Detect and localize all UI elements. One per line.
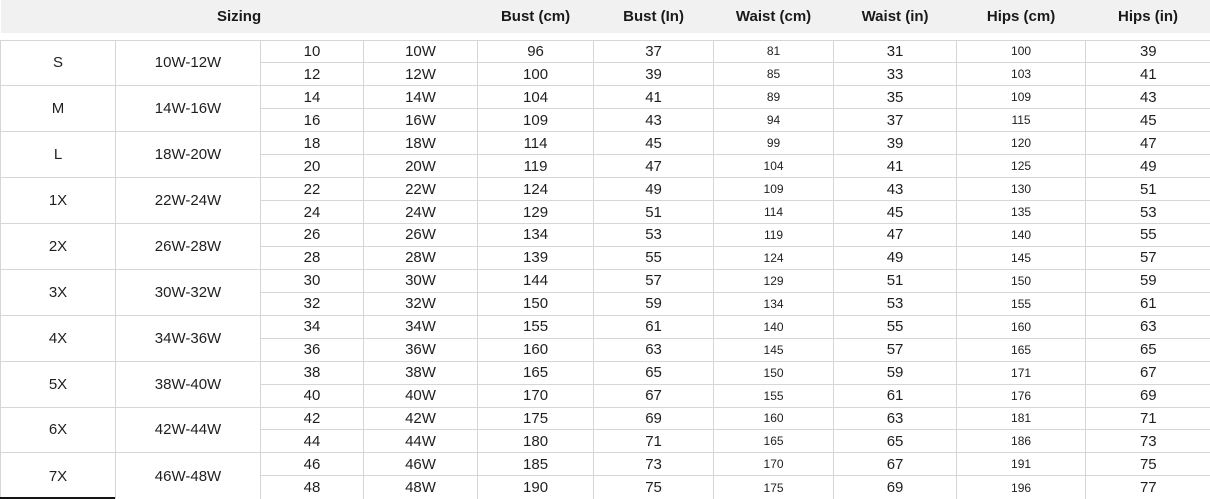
cell-size-num: 12 xyxy=(261,63,364,86)
cell-bust-in: 37 xyxy=(594,40,714,63)
cell-size-w: 36W xyxy=(364,338,478,361)
cell-hips-in: 65 xyxy=(1086,338,1210,361)
cell-hips-in: 77 xyxy=(1086,476,1210,499)
cell-bust-in: 57 xyxy=(594,269,714,292)
cell-hips-in: 57 xyxy=(1086,246,1210,269)
table-row xyxy=(1,178,1210,201)
cell-hips-in: 39 xyxy=(1086,40,1210,63)
cell-waist-cm: 109 xyxy=(714,178,834,201)
cell-size-w: 30W xyxy=(364,269,478,292)
cell-waist-cm: 119 xyxy=(714,224,834,247)
cell-size-w: 24W xyxy=(364,201,478,224)
cell-hips-cm: 140 xyxy=(957,224,1086,247)
cell-hips-cm: 155 xyxy=(957,292,1086,315)
cell-waist-cm: 114 xyxy=(714,201,834,224)
table-row xyxy=(1,453,1210,476)
cell-bust-cm: 180 xyxy=(478,430,594,453)
cell-bust-cm: 96 xyxy=(478,40,594,63)
cell-waist-cm: 104 xyxy=(714,155,834,178)
cell-bust-cm: 175 xyxy=(478,407,594,430)
cell-size-num: 14 xyxy=(261,86,364,109)
cell-bust-in: 75 xyxy=(594,476,714,499)
cell-size-num: 46 xyxy=(261,453,364,476)
table-body xyxy=(1,0,1210,499)
cell-size-num: 42 xyxy=(261,407,364,430)
cell-hips-in: 73 xyxy=(1086,430,1210,453)
cell-waist-cm: 124 xyxy=(714,246,834,269)
cell-bust-in: 59 xyxy=(594,292,714,315)
cell-size-w: 20W xyxy=(364,155,478,178)
cell-bust-in: 61 xyxy=(594,315,714,338)
cell-hips-cm: 171 xyxy=(957,361,1086,384)
cell-hips-in: 59 xyxy=(1086,269,1210,292)
cell-hips-in: 49 xyxy=(1086,155,1210,178)
cell-bust-cm: 150 xyxy=(478,292,594,315)
cell-size-num: 38 xyxy=(261,361,364,384)
cell-size-letter: 6X xyxy=(1,407,116,453)
column-header-bust-cm: Bust (cm) xyxy=(478,0,594,33)
cell-bust-in: 39 xyxy=(594,63,714,86)
cell-size-w: 48W xyxy=(364,476,478,499)
cell-bust-in: 67 xyxy=(594,384,714,407)
cell-hips-in: 45 xyxy=(1086,109,1210,132)
cell-waist-in: 49 xyxy=(834,246,957,269)
cell-bust-in: 69 xyxy=(594,407,714,430)
cell-hips-in: 47 xyxy=(1086,132,1210,155)
cell-hips-cm: 103 xyxy=(957,63,1086,86)
cell-waist-cm: 160 xyxy=(714,407,834,430)
cell-bust-in: 63 xyxy=(594,338,714,361)
cell-bust-cm: 155 xyxy=(478,315,594,338)
cell-waist-in: 63 xyxy=(834,407,957,430)
cell-size-w: 46W xyxy=(364,453,478,476)
cell-bust-cm: 170 xyxy=(478,384,594,407)
cell-hips-cm: 186 xyxy=(957,430,1086,453)
cell-size-num: 26 xyxy=(261,224,364,247)
cell-hips-cm: 145 xyxy=(957,246,1086,269)
cell-waist-cm: 150 xyxy=(714,361,834,384)
cell-hips-in: 55 xyxy=(1086,224,1210,247)
cell-waist-cm: 140 xyxy=(714,315,834,338)
cell-bust-cm: 160 xyxy=(478,338,594,361)
cell-bust-cm: 139 xyxy=(478,246,594,269)
cell-size-w: 14W xyxy=(364,86,478,109)
cell-bust-cm: 129 xyxy=(478,201,594,224)
header-row xyxy=(1,0,1210,33)
cell-bust-in: 43 xyxy=(594,109,714,132)
cell-hips-cm: 160 xyxy=(957,315,1086,338)
cell-waist-cm: 170 xyxy=(714,453,834,476)
cell-waist-cm: 129 xyxy=(714,269,834,292)
cell-hips-in: 43 xyxy=(1086,86,1210,109)
table-row xyxy=(1,361,1210,384)
cell-waist-cm: 145 xyxy=(714,338,834,361)
table-row xyxy=(1,40,1210,63)
cell-hips-in: 53 xyxy=(1086,201,1210,224)
cell-bust-in: 73 xyxy=(594,453,714,476)
cell-size-num: 28 xyxy=(261,246,364,269)
cell-size-num: 22 xyxy=(261,178,364,201)
column-header-hips-in: Hips (in) xyxy=(1086,0,1210,33)
cell-size-range: 34W-36W xyxy=(116,315,261,361)
cell-waist-in: 55 xyxy=(834,315,957,338)
cell-waist-cm: 89 xyxy=(714,86,834,109)
cell-size-num: 10 xyxy=(261,40,364,63)
cell-size-w: 22W xyxy=(364,178,478,201)
cell-hips-cm: 100 xyxy=(957,40,1086,63)
cell-bust-cm: 190 xyxy=(478,476,594,499)
cell-bust-in: 47 xyxy=(594,155,714,178)
cell-size-num: 20 xyxy=(261,155,364,178)
header-spacer-row xyxy=(1,33,1210,40)
cell-waist-cm: 85 xyxy=(714,63,834,86)
cell-waist-in: 47 xyxy=(834,224,957,247)
cell-waist-cm: 99 xyxy=(714,132,834,155)
cell-hips-in: 75 xyxy=(1086,453,1210,476)
cell-waist-in: 39 xyxy=(834,132,957,155)
cell-waist-in: 45 xyxy=(834,201,957,224)
cell-hips-cm: 135 xyxy=(957,201,1086,224)
cell-hips-cm: 165 xyxy=(957,338,1086,361)
cell-bust-cm: 124 xyxy=(478,178,594,201)
cell-bust-cm: 114 xyxy=(478,132,594,155)
cell-bust-in: 53 xyxy=(594,224,714,247)
cell-waist-in: 65 xyxy=(834,430,957,453)
cell-size-w: 38W xyxy=(364,361,478,384)
cell-hips-in: 63 xyxy=(1086,315,1210,338)
cell-hips-cm: 176 xyxy=(957,384,1086,407)
cell-size-w: 12W xyxy=(364,63,478,86)
cell-bust-in: 55 xyxy=(594,246,714,269)
cell-waist-in: 43 xyxy=(834,178,957,201)
cell-size-range: 42W-44W xyxy=(116,407,261,453)
cell-waist-in: 37 xyxy=(834,109,957,132)
cell-size-num: 16 xyxy=(261,109,364,132)
cell-size-letter: S xyxy=(1,40,116,86)
cell-size-w: 44W xyxy=(364,430,478,453)
column-header-waist-cm: Waist (cm) xyxy=(714,0,834,33)
cell-size-letter: M xyxy=(1,86,116,132)
cell-size-letter: L xyxy=(1,132,116,178)
cell-bust-cm: 119 xyxy=(478,155,594,178)
cell-bust-in: 49 xyxy=(594,178,714,201)
cell-waist-in: 53 xyxy=(834,292,957,315)
column-header-waist-in: Waist (in) xyxy=(834,0,957,33)
cell-size-num: 40 xyxy=(261,384,364,407)
cell-waist-in: 61 xyxy=(834,384,957,407)
cell-waist-cm: 175 xyxy=(714,476,834,499)
cell-bust-cm: 185 xyxy=(478,453,594,476)
cell-hips-cm: 181 xyxy=(957,407,1086,430)
cell-hips-cm: 120 xyxy=(957,132,1086,155)
cell-hips-cm: 196 xyxy=(957,476,1086,499)
cell-waist-cm: 94 xyxy=(714,109,834,132)
cell-waist-in: 41 xyxy=(834,155,957,178)
cell-size-letter: 5X xyxy=(1,361,116,407)
table-row xyxy=(1,224,1210,247)
cell-waist-in: 35 xyxy=(834,86,957,109)
cell-size-w: 34W xyxy=(364,315,478,338)
cell-size-w: 16W xyxy=(364,109,478,132)
cell-waist-cm: 134 xyxy=(714,292,834,315)
column-header-sizing: Sizing xyxy=(1,0,478,33)
cell-size-letter: 4X xyxy=(1,315,116,361)
cell-hips-cm: 109 xyxy=(957,86,1086,109)
cell-waist-in: 57 xyxy=(834,338,957,361)
cell-size-num: 32 xyxy=(261,292,364,315)
cell-size-num: 24 xyxy=(261,201,364,224)
cell-size-w: 26W xyxy=(364,224,478,247)
cell-size-range: 10W-12W xyxy=(116,40,261,86)
cell-hips-in: 41 xyxy=(1086,63,1210,86)
cell-size-num: 18 xyxy=(261,132,364,155)
cell-bust-cm: 104 xyxy=(478,86,594,109)
cell-size-num: 48 xyxy=(261,476,364,499)
cell-size-range: 46W-48W xyxy=(116,453,261,499)
cell-hips-cm: 125 xyxy=(957,155,1086,178)
cell-size-num: 36 xyxy=(261,338,364,361)
cell-bust-in: 71 xyxy=(594,430,714,453)
cell-size-num: 30 xyxy=(261,269,364,292)
cell-size-letter: 1X xyxy=(1,178,116,224)
cell-waist-in: 51 xyxy=(834,269,957,292)
cell-waist-cm: 81 xyxy=(714,40,834,63)
cell-waist-in: 69 xyxy=(834,476,957,499)
cell-size-num: 34 xyxy=(261,315,364,338)
cell-waist-cm: 165 xyxy=(714,430,834,453)
cell-size-range: 22W-24W xyxy=(116,178,261,224)
cell-hips-cm: 150 xyxy=(957,269,1086,292)
cell-waist-in: 59 xyxy=(834,361,957,384)
cell-size-range: 14W-16W xyxy=(116,86,261,132)
cell-size-letter: 7X xyxy=(1,453,116,499)
cell-bust-cm: 109 xyxy=(478,109,594,132)
table-row xyxy=(1,315,1210,338)
cell-size-range: 26W-28W xyxy=(116,224,261,270)
cell-waist-in: 31 xyxy=(834,40,957,63)
cell-size-w: 32W xyxy=(364,292,478,315)
cell-size-w: 42W xyxy=(364,407,478,430)
table-row xyxy=(1,132,1210,155)
cell-bust-cm: 144 xyxy=(478,269,594,292)
cell-size-range: 18W-20W xyxy=(116,132,261,178)
cell-hips-cm: 191 xyxy=(957,453,1086,476)
cell-hips-in: 51 xyxy=(1086,178,1210,201)
cell-size-letter: 2X xyxy=(1,224,116,270)
cell-waist-cm: 155 xyxy=(714,384,834,407)
cell-hips-in: 69 xyxy=(1086,384,1210,407)
table-row xyxy=(1,269,1210,292)
column-header-bust-in: Bust (In) xyxy=(594,0,714,33)
cell-size-letter: 3X xyxy=(1,269,116,315)
cell-bust-in: 45 xyxy=(594,132,714,155)
column-header-hips-cm: Hips (cm) xyxy=(957,0,1086,33)
cell-hips-in: 61 xyxy=(1086,292,1210,315)
cell-hips-cm: 130 xyxy=(957,178,1086,201)
cell-bust-in: 41 xyxy=(594,86,714,109)
cell-size-num: 44 xyxy=(261,430,364,453)
cell-hips-cm: 115 xyxy=(957,109,1086,132)
cell-size-range: 38W-40W xyxy=(116,361,261,407)
cell-size-w: 28W xyxy=(364,246,478,269)
cell-size-w: 40W xyxy=(364,384,478,407)
cell-waist-in: 33 xyxy=(834,63,957,86)
cell-bust-cm: 100 xyxy=(478,63,594,86)
cell-bust-in: 51 xyxy=(594,201,714,224)
cell-bust-cm: 165 xyxy=(478,361,594,384)
cell-hips-in: 71 xyxy=(1086,407,1210,430)
cell-bust-in: 65 xyxy=(594,361,714,384)
cell-hips-in: 67 xyxy=(1086,361,1210,384)
cell-bust-cm: 134 xyxy=(478,224,594,247)
cell-size-range: 30W-32W xyxy=(116,269,261,315)
table-row xyxy=(1,86,1210,109)
cell-size-w: 10W xyxy=(364,40,478,63)
cell-size-w: 18W xyxy=(364,132,478,155)
table-row xyxy=(1,407,1210,430)
cell-waist-in: 67 xyxy=(834,453,957,476)
